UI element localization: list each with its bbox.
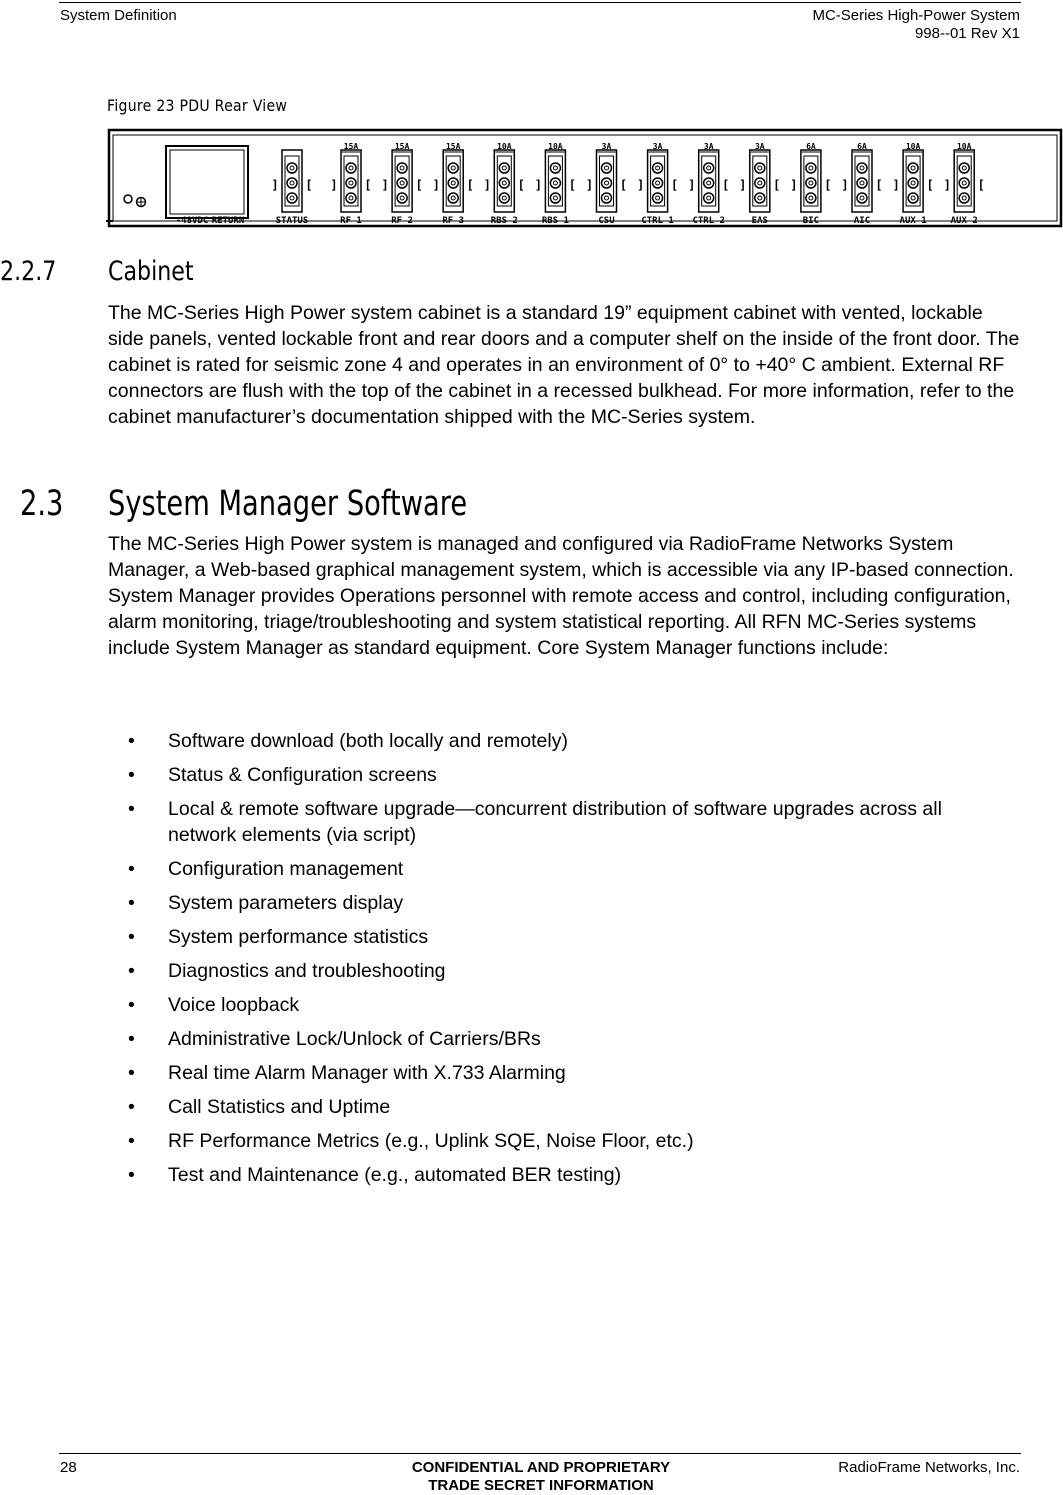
function-list-item-text: Local & remote software upgrade—concurrent distribution of software upgrades across all network elements (via script) (168, 798, 942, 846)
pdu-rear-view-figure (106, 126, 1063, 230)
function-list-item (108, 1162, 1008, 1188)
svg-text:]: ] (739, 178, 747, 192)
function-list-item-text: Call Statistics and Uptime (168, 1096, 391, 1118)
contact-icon (397, 178, 407, 188)
function-list-item-text: System performance statistics (168, 926, 429, 948)
contact-icon (704, 163, 714, 173)
breaker-label: AIC (853, 216, 871, 226)
breaker-label: BIC (802, 216, 820, 226)
breaker-label: CTRL 1 (641, 216, 674, 226)
section-title-cabinet: Cabinet (108, 256, 194, 287)
contact-icon (287, 178, 297, 188)
bullet-icon: • (128, 994, 135, 1016)
bullet-icon: • (128, 764, 135, 786)
pdu-diagram (106, 126, 1063, 230)
breaker-rating: 15A (445, 142, 461, 151)
contact-icon (550, 163, 560, 173)
contact-icon (653, 163, 663, 173)
contact-icon (704, 193, 714, 203)
function-list-item (108, 856, 1008, 882)
contact-icon (397, 163, 407, 173)
contact-icon (755, 193, 765, 203)
breaker-rating: 3A (652, 142, 663, 151)
breaker-module (586, 142, 627, 226)
breaker-rating: 10A (548, 142, 563, 151)
breaker-rating: 6A (857, 142, 867, 151)
function-list-item-text: Status & Configuration screens (168, 764, 437, 786)
svg-text:]: ] (841, 178, 849, 192)
contact-icon (448, 193, 458, 203)
contact-icon (287, 163, 297, 173)
breaker-module (637, 142, 678, 226)
contact-icon (499, 193, 509, 203)
function-list-item (108, 890, 1008, 916)
header-left: System Definition (60, 7, 177, 24)
breaker-rating: 10A (497, 142, 512, 151)
contact-icon (857, 193, 867, 203)
function-list-item (108, 1026, 1008, 1052)
function-list-item-text: System parameters display (168, 892, 404, 914)
header-right-line1: MC-Series High-Power System (812, 7, 1020, 24)
svg-text:[: [ (305, 178, 313, 192)
svg-text:]: ] (330, 178, 338, 192)
footer-rule (59, 1453, 1021, 1454)
footer-page-number: 28 (60, 1459, 77, 1476)
contact-icon (448, 178, 458, 188)
header-right-line2: 998--01 Rev X1 (914, 25, 1020, 42)
header-rule (59, 2, 1021, 3)
function-list-item-text: Voice loopback (168, 994, 300, 1016)
bullet-icon: • (128, 1130, 135, 1152)
contact-icon (959, 193, 969, 203)
footer-center-line1: CONFIDENTIAL AND PROPRIETARY (411, 1459, 671, 1476)
function-list-item (108, 796, 1008, 848)
bullet-icon: • (128, 1028, 135, 1050)
function-list-item (108, 958, 1008, 984)
contact-icon (857, 178, 867, 188)
section-title-system-manager: System Manager Software (108, 484, 468, 524)
breaker-rating: 10A (956, 142, 972, 151)
breaker-rating: 10A (905, 142, 921, 151)
contact-icon (550, 193, 560, 203)
footer-company: RadioFrame Networks, Inc. (838, 1459, 1020, 1476)
contact-icon (806, 163, 816, 173)
breaker-module (944, 142, 985, 226)
contact-icon (755, 178, 765, 188)
breaker-module (739, 142, 780, 226)
contact-icon (602, 193, 612, 203)
contact-icon (346, 193, 356, 203)
contact-icon (908, 178, 918, 188)
contact-icon (908, 163, 918, 173)
contact-icon (806, 178, 816, 188)
power-label-return: RETURN (211, 216, 245, 226)
contact-icon (755, 163, 765, 173)
breaker-module (433, 142, 474, 226)
bullet-icon: • (128, 1164, 135, 1186)
breaker-rating: 3A (754, 142, 765, 151)
svg-text:]: ] (381, 178, 389, 192)
breaker-module (484, 142, 525, 226)
breaker-module (381, 142, 422, 226)
status-connector (271, 150, 312, 226)
breaker-label: AUX 1 (899, 216, 927, 226)
svg-text:]: ] (790, 178, 798, 192)
svg-text:]: ] (585, 178, 594, 192)
svg-text:[: [ (568, 178, 577, 192)
svg-text:]: ] (483, 178, 491, 192)
system-manager-paragraph: The MC-Series High Power system is managed and configured via RadioFrame Networks System Manager, a Web-based graphical management system, which is accessible via any IP-based connection. System Manager provides Operations personnel with remote access and control, including configuration, alarm monitoring, triage/troubleshooting and system statistical reporting. All RFN MC-Series systems include System Manager as standard equipment. Core System Manager functions include: (108, 533, 1014, 659)
bullet-icon: • (128, 730, 135, 752)
breaker-label: RBS 2 (490, 216, 518, 226)
contact-icon (653, 193, 663, 203)
function-list-item (108, 1094, 1008, 1120)
cabinet-paragraph: The MC-Series High Power system cabinet is a standard 19” equipment cabinet with vented, lockable side panels, vented lockable front and rear doors and a computer shelf on the inside of the front door. The cabinet is rated for seismic zone 4 and operates in an environment of 0° to +40° C ambient. External RF connectors are flush with the top of the cabinet in a recessed bulkhead. For more information, refer to the cabinet manufacturer’s documentation shipped with the MC-Series system. (108, 302, 1020, 428)
breaker-label: RBS 1 (541, 216, 569, 226)
power-label-neg48: -48VDC (175, 216, 209, 226)
svg-text:]: ] (534, 178, 543, 192)
svg-text:[: [ (619, 178, 628, 192)
contact-icon (857, 163, 867, 173)
contact-icon (499, 163, 509, 173)
power-terminal-block (166, 146, 248, 218)
svg-text:[: [ (926, 178, 934, 192)
contact-icon (346, 163, 356, 173)
function-list-item-text: Administrative Lock/Unlock of Carriers/BRs (168, 1028, 541, 1050)
function-list-item (108, 992, 1008, 1018)
svg-text:[: [ (364, 178, 372, 192)
breaker-module (790, 142, 831, 226)
contact-icon (397, 193, 407, 203)
svg-text:]: ] (432, 178, 440, 192)
contact-icon (448, 163, 458, 173)
svg-text:[: [ (977, 178, 985, 192)
breaker-module (841, 142, 882, 226)
breaker-module (330, 142, 371, 226)
bullet-icon: • (128, 1062, 135, 1084)
bullet-icon: • (128, 960, 135, 982)
ground-lug-icon (124, 195, 132, 203)
contact-icon (550, 178, 560, 188)
section-number-2-2-7: 2.2.7 (0, 256, 57, 287)
breaker-rating: 15A (343, 142, 359, 151)
contact-icon (602, 163, 612, 173)
breaker-module (535, 142, 576, 226)
function-list-item-text: Software download (both locally and remotely) (168, 730, 568, 752)
bullet-icon: • (128, 798, 135, 820)
svg-text:[: [ (517, 178, 525, 192)
svg-text:[: [ (466, 178, 474, 192)
svg-text:]: ] (688, 178, 696, 192)
svg-text:]: ] (636, 178, 645, 192)
figure-caption: Figure 23 PDU Rear View (107, 96, 288, 115)
breaker-rating: 3A (703, 142, 714, 151)
svg-text:[: [ (824, 178, 832, 192)
breaker-label: RF 1 (340, 216, 362, 226)
function-list-item-text: RF Performance Metrics (e.g., Uplink SQE, Noise Floor, etc.) (168, 1130, 694, 1152)
bullet-icon: • (128, 858, 135, 880)
svg-text:[: [ (722, 178, 730, 192)
bullet-icon: • (128, 926, 135, 948)
svg-text:]: ] (943, 178, 951, 192)
contact-icon (959, 178, 969, 188)
breaker-module (688, 142, 729, 226)
contact-icon (346, 178, 356, 188)
function-list-item-text: Diagnostics and troubleshooting (168, 960, 446, 982)
contact-icon (704, 178, 714, 188)
function-list-item-text: Test and Maintenance (e.g., automated BER testing) (168, 1164, 622, 1186)
svg-text:[: [ (415, 178, 423, 192)
svg-text:[: [ (875, 178, 883, 192)
breaker-label: CSU (598, 216, 615, 226)
breaker-rating: 15A (394, 142, 410, 151)
contact-icon (959, 163, 969, 173)
footer-confidential (331, 1459, 751, 1495)
breaker-label: STATUS (275, 216, 309, 226)
header-right (812, 7, 1020, 43)
breaker-label: AUX 2 (950, 216, 978, 226)
function-list-item-text: Configuration management (168, 858, 404, 880)
function-list-item (108, 728, 1008, 754)
contact-icon (908, 193, 918, 203)
footer-center-line2: TRADE SECRET INFORMATION (428, 1477, 654, 1494)
breaker-label: RF 3 (442, 216, 465, 226)
breaker-module (892, 142, 933, 226)
breaker-label: RF 2 (391, 216, 413, 226)
function-list-item (108, 762, 1008, 788)
svg-text:[: [ (773, 178, 781, 192)
breaker-rating: 6A (806, 142, 816, 151)
breaker-rating: 3A (601, 142, 612, 151)
bullet-icon: • (128, 1096, 135, 1118)
svg-text:[: [ (670, 178, 679, 192)
bullet-icon: • (128, 892, 135, 914)
svg-text:]: ] (271, 178, 279, 192)
function-list-item (108, 924, 1008, 950)
contact-icon (806, 193, 816, 203)
contact-icon (602, 178, 612, 188)
function-list-item-text: Real time Alarm Manager with X.733 Alarming (168, 1062, 566, 1084)
contact-icon (499, 178, 509, 188)
contact-icon (287, 193, 297, 203)
svg-text:]: ] (892, 178, 900, 192)
breaker-label: CTRL 2 (692, 216, 725, 226)
breaker-label: EAS (751, 216, 768, 226)
contact-icon (653, 178, 663, 188)
functions-list (108, 728, 1008, 1196)
function-list-item (108, 1060, 1008, 1086)
function-list-item (108, 1128, 1008, 1154)
section-number-2-3: 2.3 (20, 484, 64, 524)
